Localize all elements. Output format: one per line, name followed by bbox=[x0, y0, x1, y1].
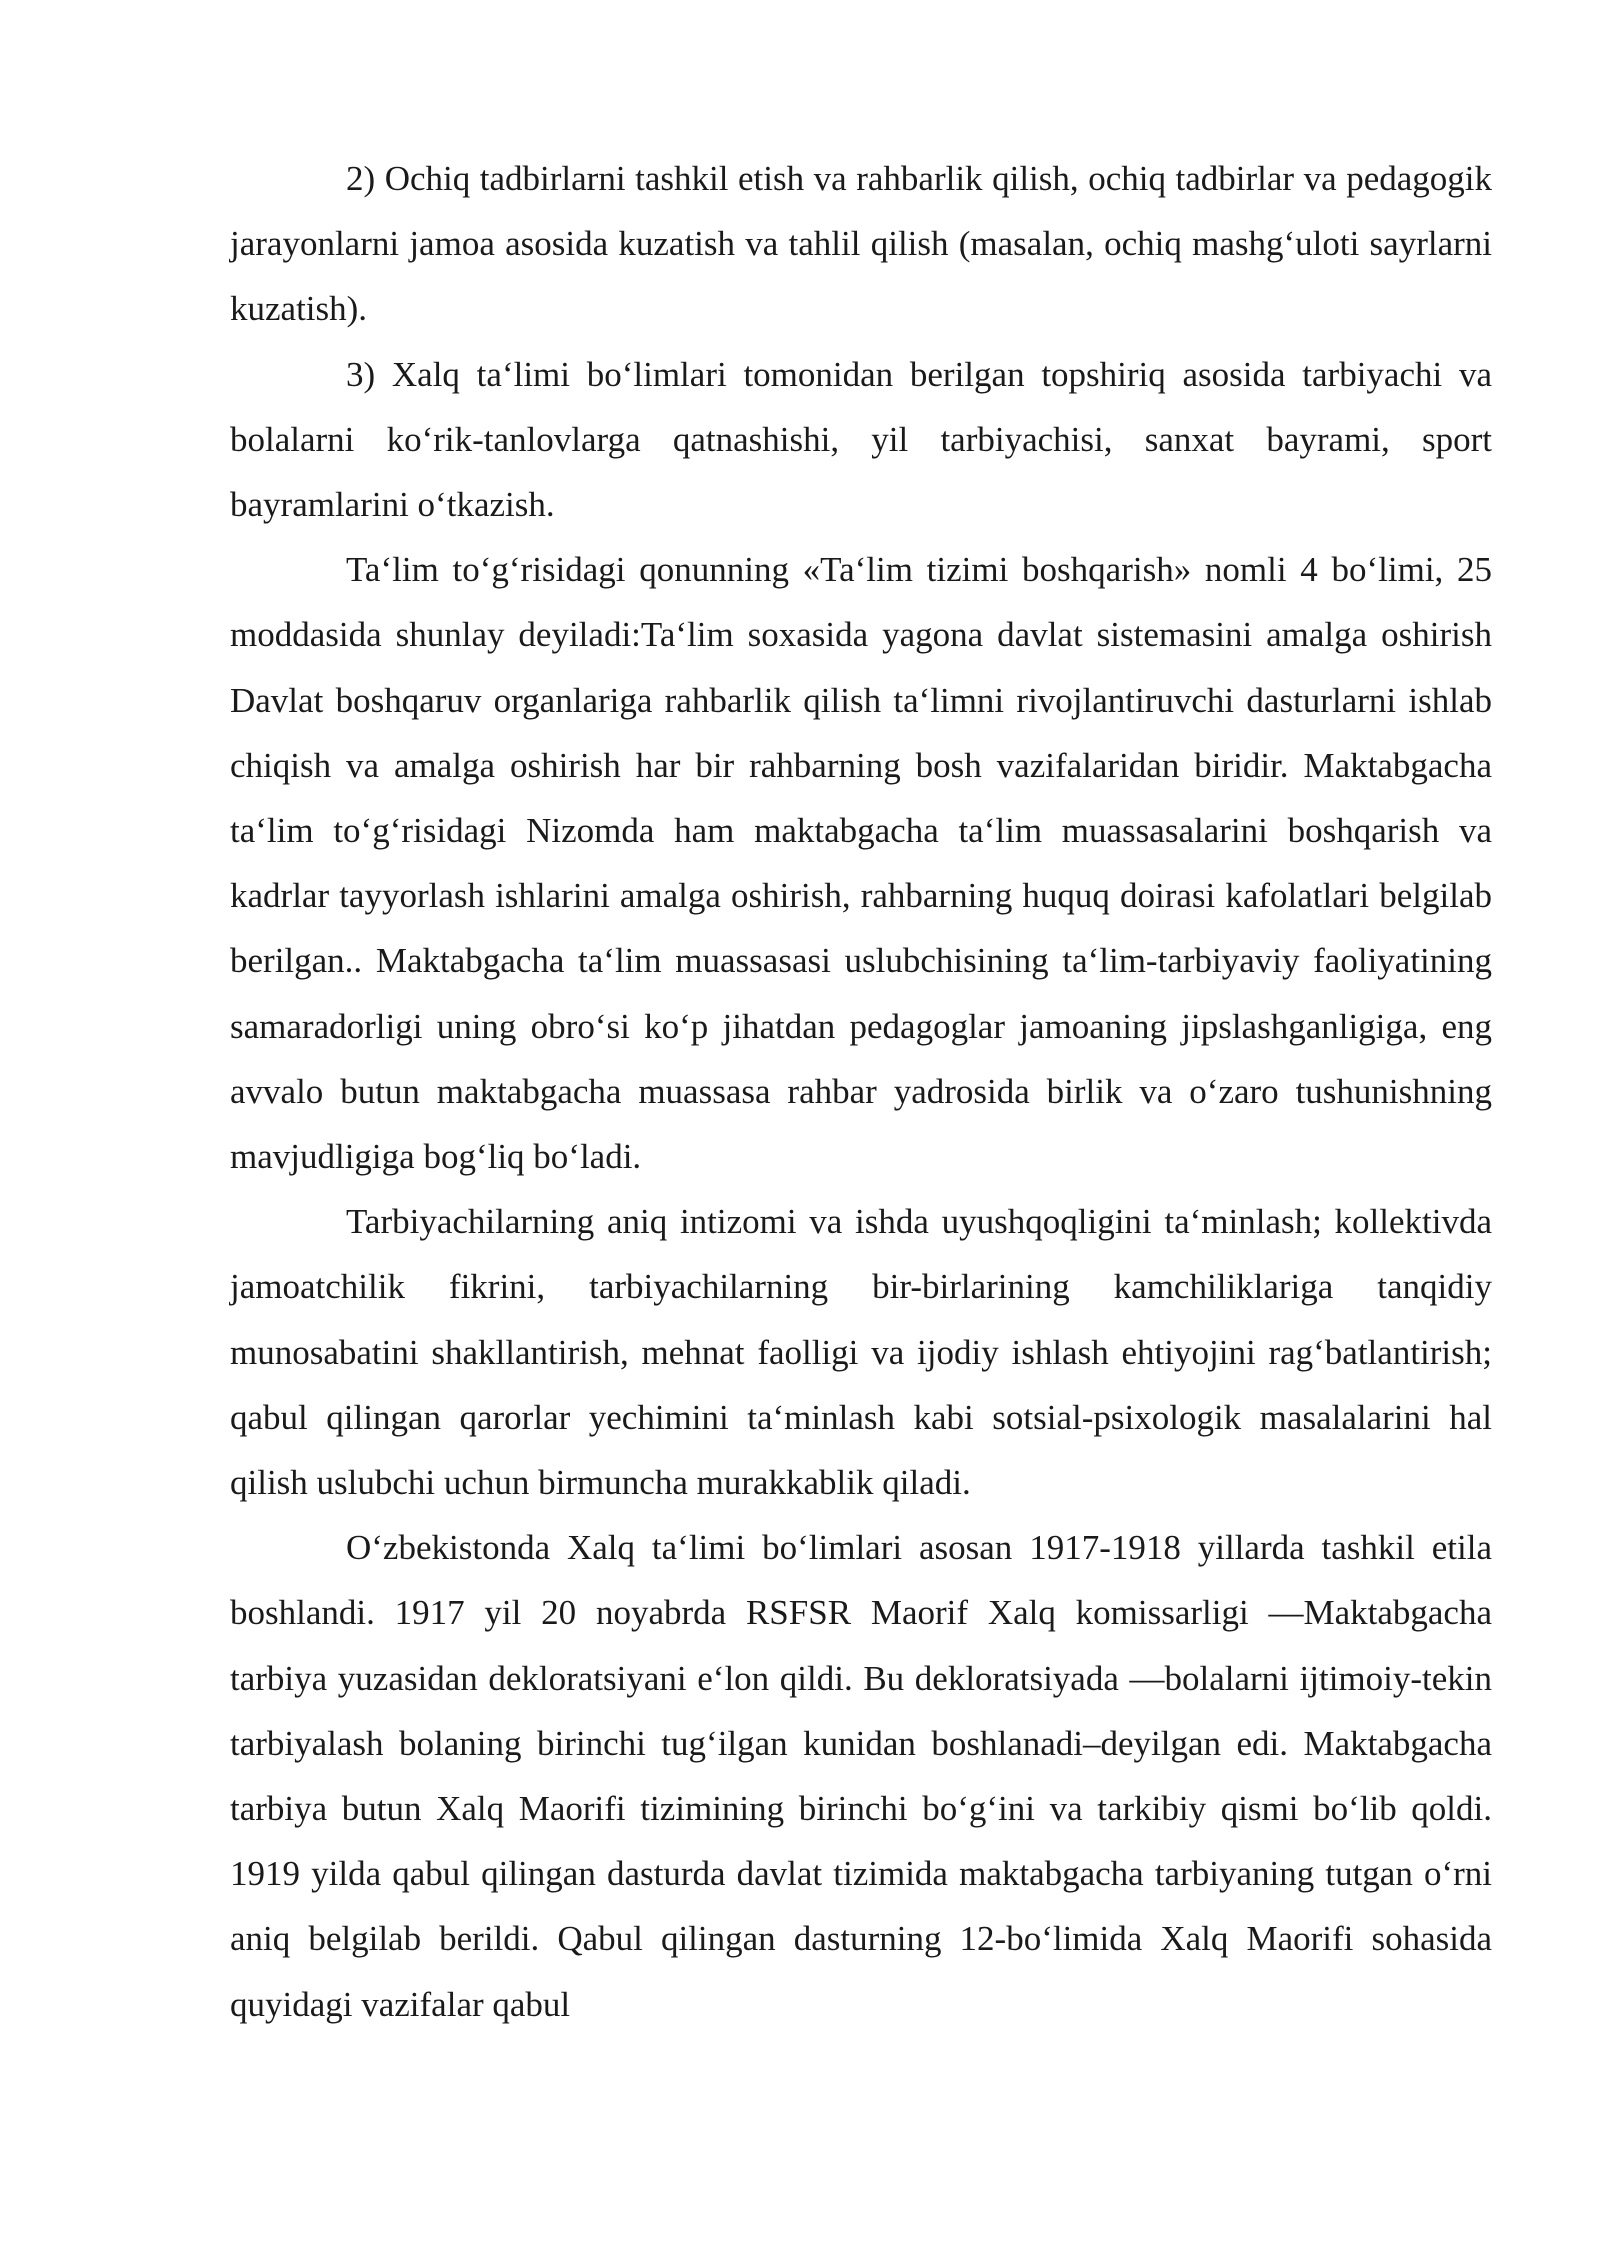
paragraph-history: Oʻzbekistonda Xalq taʻlimi boʻlimlari asosan 1917-1918 yillarda tashkil etila boshlandi. 1917 yil 20 noyabrda RSFSR Maorif Xalq komissarligi ―Maktabgacha tarbiya yuzasidan dekloratsiyani eʻlon qildi. Bu dekloratsiyada ―bolalarni ijtimoiy-tekin tarbiyalash bolaning birinchi tugʻilgan kunidan boshlanadi–deyilgan edi. Maktabgacha tarbiya butun Xalq Maorifi tizimining birinchi boʻgʻini va tarkibiy qismi boʻlib qoldi. 1919 yilda qabul qilingan dasturda davlat tizimida maktabgacha tarbiyaning tutgan oʻrni aniq belgilab berildi. Qabul qilingan dasturning 12-boʻlimida Xalq Maorifi sohasida quyidagi vazifalar qabul bbox=[230, 1528, 1492, 2024]
paragraph-education-law: Taʻlim toʻgʻrisidagi qonunning «Taʻlim tizimi boshqarish» nomli 4 boʻlimi, 25 moddasida shunlay deyiladi:Taʻlim soxasida yagona davlat sistemasini amalga oshirish Davlat boshqaruv organlariga rahbarlik qilish taʻlimni rivojlantiruvchi dasturlarni ishlab chiqish va amalga oshirish har bir rahbarning bosh vazifalaridan biridir. Maktabgacha taʻlim toʻgʻrisidagi Nizomda ham maktabgacha taʻlim muassasalarini boshqarish va kadrlar tayyorlash ishlarini amalga oshirish, rahbarning huquq doirasi kafolatlari belgilab berilgan.. Maktabgacha taʻlim muassasasi uslubchisining taʻlim-tarbiyaviy faoliyatining samaradorligi uning obroʻsi koʻp jihatdan pedagoglar jamoaning jipslashganligiga, eng avvalo butun maktabgacha muassasa rahbar yadrosida birlik va oʻzaro tushunishning mavjudligiga bogʻliq boʻladi. bbox=[230, 550, 1492, 1177]
document-body bbox=[230, 146, 1492, 2037]
paragraph-discipline: Tarbiyachilarning aniq intizomi va ishda uyushqoqligini taʻminlash; kollektivda jamoatchilik fikrini, tarbiyachilarning bir-birlarining kamchiliklariga tanqidiy munosabatini shakllantirish, mehnat faolligi va ijodiy ishlash ehtiyojini ragʻbatlantirish; qabul qilingan qarorlar yechimini taʻminlash kabi sotsial-psixologik masalalarini hal qilish uslubchi uchun birmuncha murakkablik qiladi. bbox=[230, 1202, 1492, 1503]
paragraph-open-events: 2) Ochiq tadbirlarni tashkil etish va rahbarlik qilish, ochiq tadbirlar va pedagogik jarayonlarni jamoa asosida kuzatish va tahlil qilish (masalan, ochiq mashgʻuloti sayrlarni kuzatish). bbox=[230, 159, 1492, 329]
paragraph-competitions: 3) Xalq taʻlimi boʻlimlari tomonidan berilgan topshiriq asosida tarbiyachi va bolalarni koʻrik-tanlovlarga qatnashishi, yil tarbiyachisi, sanxat bayrami, sport bayramlarini oʻtkazish. bbox=[230, 354, 1492, 525]
